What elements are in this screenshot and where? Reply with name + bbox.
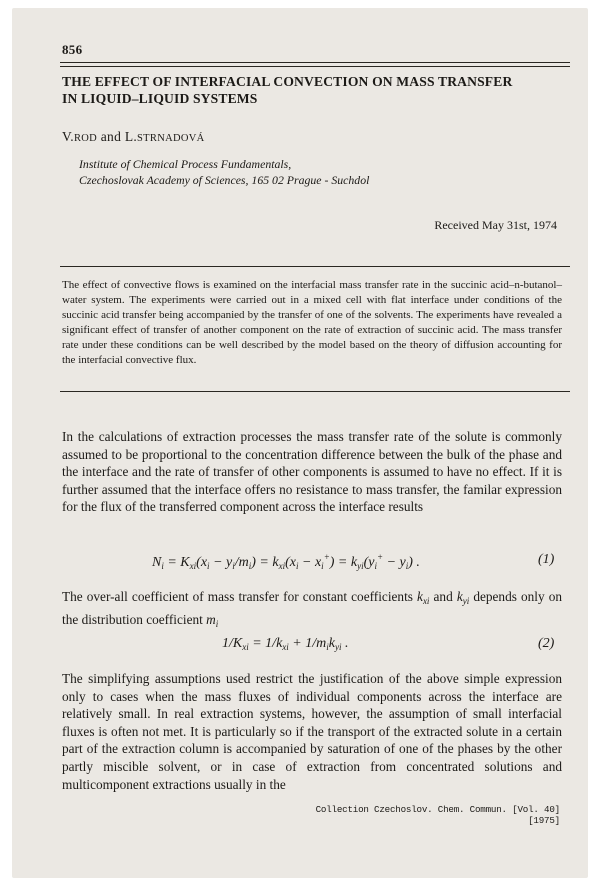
paragraph-2-mid: and: [429, 589, 457, 604]
affiliation: [79, 156, 369, 188]
received-date: Received May 31st, 1974: [434, 218, 557, 232]
author-2-initial: L.: [124, 129, 138, 144]
author-1-initial: V.: [62, 129, 74, 144]
paragraph-2: The over-all coefficient of mass transfer for constant coefficients $k_{xi}$ and $k_{yi}$ depends only on the distribution coefficient $m_i$: [62, 589, 563, 629]
paragraph-3: The simplifying assumptions used restrict the justification of the above simple expression only to cases when the mass fluxes of individual components across the interface are relatively small. In real extraction systems, however, the assumption of small interfacial fluxes is often not met. It is particularly so if the transport of the extracted solute in a certain part of the extraction column is accompanied by saturation of one of the phases by the other partly miscible solvent, or in case of extraction from concentrated solutions and multicomponent extractions usually in the: [62, 671, 562, 792]
header-rule-thin: [60, 66, 570, 67]
author-1-name: ROD: [73, 133, 98, 144]
article-title: [62, 73, 562, 107]
equation-2: $1/K_{xi} = 1/k_{xi} + 1/m_ik_{yi}$ .: [222, 636, 349, 652]
title-line-2: IN LIQUID–LIQUID SYSTEMS: [62, 91, 258, 106]
paragraph-1: In the calculations of extraction processes the mass transfer rate of the solute is commonly assumed to be proportional to the concentration difference between the bulk of the phase and the interface and the rate of transfer of other components is assumed to have no effect. If it is further assumed that the interface offers no resistance to mass transfer, the familar expression for the flux of the transferred component across the interface results: [62, 429, 562, 515]
authors: [62, 129, 205, 145]
journal-page: [12, 8, 588, 878]
abstract-rule-top: [60, 266, 570, 267]
equation-1: $N_i = K_{xi}(x_i - y_i/m_i) = k_{xi}(x_i - x_i^+) = k_{yi}(y_i^+ - y_i)$ .: [152, 552, 420, 571]
affiliation-line-2: Czechoslovak Academy of Sciences, 165 02 Prague - Suchdol: [79, 173, 370, 187]
equation-2-number: (2): [538, 636, 555, 651]
page-number: 856: [62, 42, 83, 57]
abstract-rule-bottom: [60, 391, 570, 392]
author-2-name: STRNADOVÁ: [137, 133, 205, 144]
equation-1-number: (1): [538, 552, 555, 567]
paragraph-2-start: The over-all coefficient of mass transfer for constant coefficients: [62, 589, 418, 604]
journal-footer: Collection Czechoslov. Chem. Commun. [Vol. 40] [1975]: [315, 804, 560, 826]
header-rule: [60, 62, 570, 63]
paragraph-2-mid2: depends only on the distribution coefficient: [62, 589, 563, 627]
title-line-1: THE EFFECT OF INTERFACIAL CONVECTION ON MASS TRANSFER: [62, 74, 513, 89]
affiliation-line-1: Institute of Chemical Process Fundamentals,: [79, 157, 292, 171]
abstract: The effect of convective flows is examined on the interfacial mass transfer rate in the succinic acid–n-butanol–water system. The experiments were carried out in a mixed cell with flat interface under conditions of the succinic acid transfer being accompanied by the transfer of one of the solvents. The experiments have revealed a significant effect of transfer of another component on the rate of extraction of succinic acid. The mass transfer rate under these conditions can be well described by the model based on the theory of diffusion accounting for the interfacial convective flux.: [62, 279, 562, 366]
author-separator: and: [97, 129, 125, 144]
